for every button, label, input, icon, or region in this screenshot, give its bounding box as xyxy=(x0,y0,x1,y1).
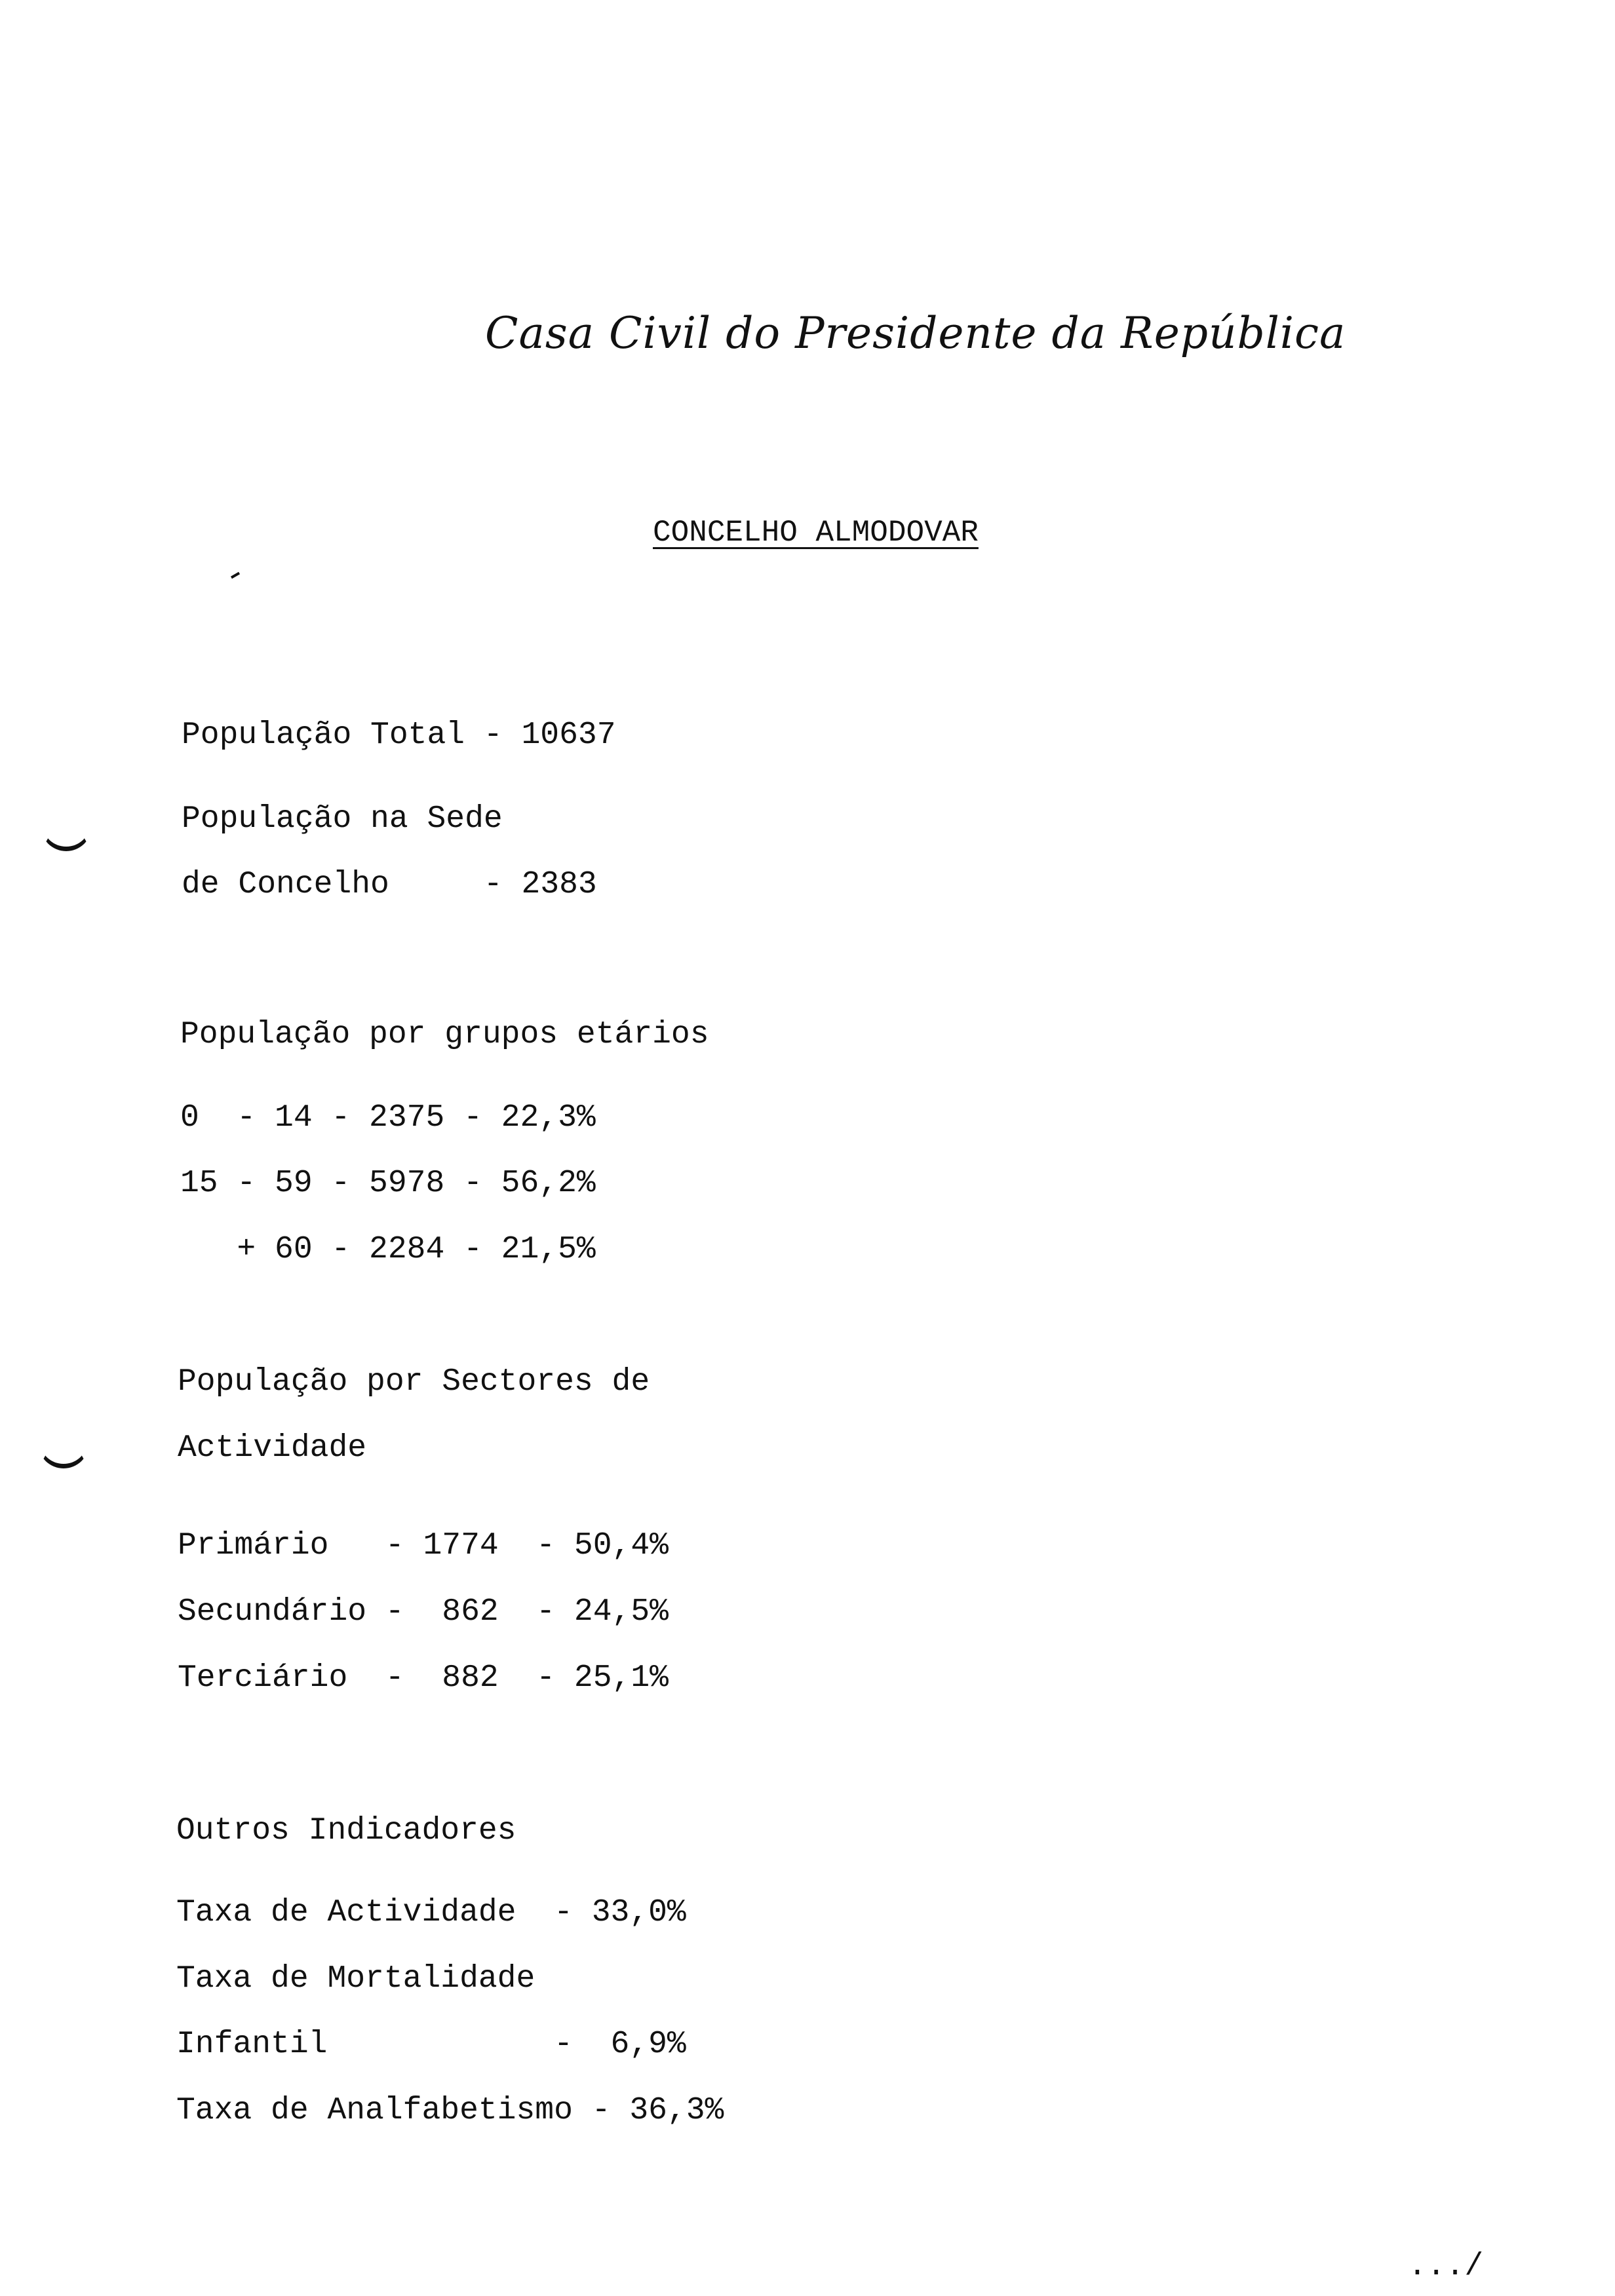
indicator-row: Taxa de Actividade - 33,0% xyxy=(176,1895,686,1930)
indicator-row: Taxa de Mortalidade xyxy=(176,1961,535,1997)
activity-sectors-heading-line2: Actividade xyxy=(178,1430,367,1466)
activity-sectors-heading-line1: População por Sectores de xyxy=(178,1364,650,1400)
population-seat-line1: População na Sede xyxy=(182,801,503,837)
activity-sector-row: Primário - 1774 - 50,4% xyxy=(178,1528,669,1563)
page-title: CONCELHO ALMODOVAR xyxy=(653,516,979,550)
stray-mark xyxy=(231,572,240,579)
age-groups-heading: População por grupos etários xyxy=(180,1017,709,1052)
letterhead: Casa Civil do Presidente da República xyxy=(485,308,1346,358)
other-indicators-heading: Outros Indicadores xyxy=(176,1813,516,1848)
activity-sector-row: Terciário - 882 - 25,1% xyxy=(178,1660,669,1696)
population-seat-line2: de Concelho - 2383 xyxy=(182,867,597,902)
population-total: População Total - 10637 xyxy=(182,718,616,753)
indicator-row: Taxa de Analfabetismo - 36,3% xyxy=(176,2093,724,2128)
indicator-row: Infantil - 6,9% xyxy=(176,2027,686,2062)
age-group-row: 15 - 59 - 5978 - 56,2% xyxy=(180,1166,596,1201)
continuation-mark: .../ xyxy=(1408,2249,1484,2284)
activity-sector-row: Secundário - 862 - 24,5% xyxy=(178,1594,669,1630)
age-group-row: 0 - 14 - 2375 - 22,3% xyxy=(180,1100,596,1136)
age-group-row: + 60 - 2284 - 21,5% xyxy=(180,1232,596,1267)
hole-punch-mark xyxy=(41,824,92,851)
hole-punch-mark xyxy=(38,1442,89,1468)
